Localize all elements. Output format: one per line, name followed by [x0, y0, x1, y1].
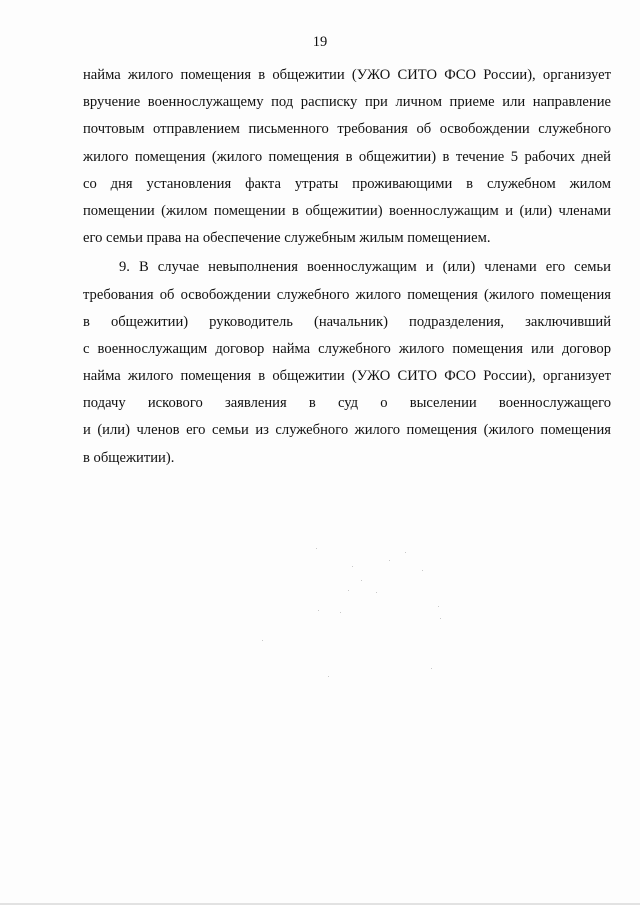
- text-line: требования об освобождении служебного жилого помещения (жилого помещения: [83, 286, 611, 303]
- paragraph-item-9: [83, 254, 611, 472]
- text-line: в общежитии).: [83, 449, 175, 466]
- text-line: с военнослужащим договор найма служебного жилого помещения или договор: [83, 340, 611, 357]
- text-line: помещении (жилом помещении в общежитии) военнослужащим и (или) членами: [83, 202, 611, 219]
- text-line: почтовым отправлением письменного требования об освобождении служебного: [83, 121, 611, 138]
- page-number: 19: [312, 34, 328, 50]
- text-line: 9. В случае невыполнения военнослужащим и (или) членами его семьи: [119, 259, 611, 276]
- text-line: его семьи права на обеспечение служебным жилым помещением.: [83, 230, 491, 247]
- text-line: со дня установления факта утраты проживающими в служебном жилом: [83, 175, 611, 192]
- text-line: и (или) членов его семьи из служебного жилого помещения (жилого помещения: [83, 422, 611, 439]
- text-line: жилого помещения (жилого помещения в общежитии) в течение 5 рабочих дней: [83, 148, 611, 165]
- text-line: вручение военнослужащему под расписку при личном приеме или направление: [83, 94, 611, 111]
- text-line: найма жилого помещения в общежитии (УЖО СИТО ФСО России), организует: [83, 368, 611, 385]
- text-line: найма жилого помещения в общежитии (УЖО СИТО ФСО России), организует: [83, 67, 611, 83]
- text-line: в общежитии) руководитель (начальник) подразделения, заключивший: [83, 313, 611, 330]
- body-text: [83, 62, 611, 472]
- paragraph-continuation: [83, 62, 611, 252]
- text-line: подачу искового заявления в суд о выселении военнослужащего: [83, 395, 611, 412]
